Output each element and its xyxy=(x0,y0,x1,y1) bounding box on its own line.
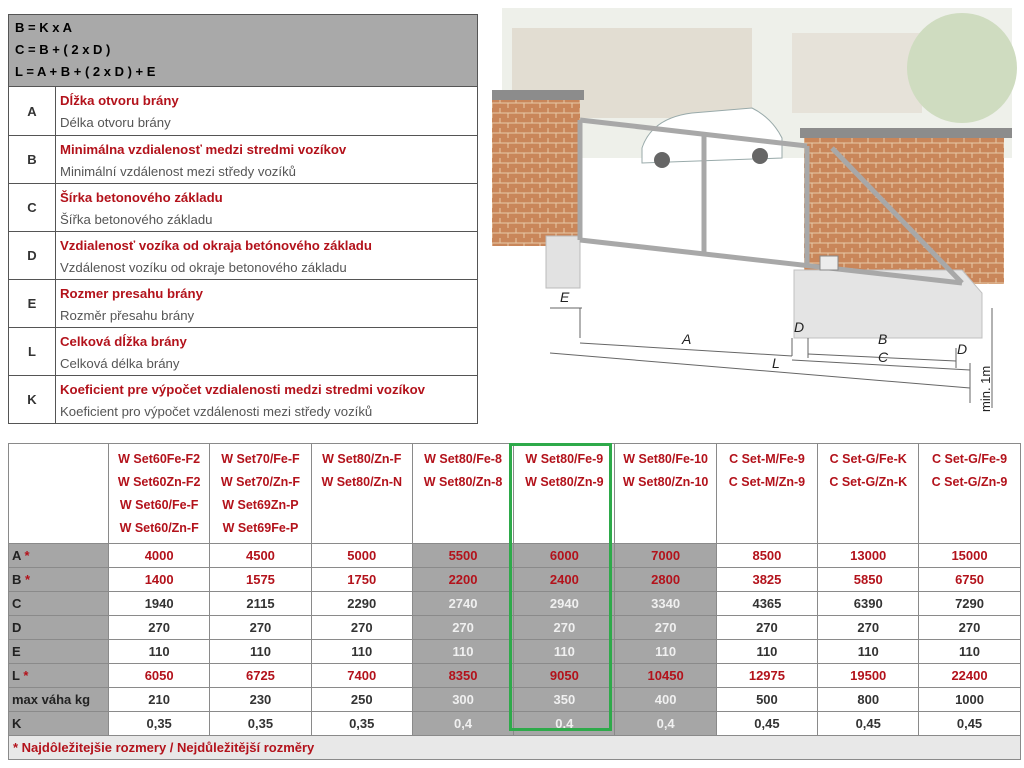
table-row xyxy=(9,568,1021,592)
row-star: * xyxy=(20,548,30,563)
table-row xyxy=(9,640,1021,664)
legend-letter: E xyxy=(9,280,56,327)
model-name: W Set80/Zn-9 xyxy=(525,475,604,489)
footnote-row xyxy=(9,736,1021,760)
legend-row-b xyxy=(9,135,477,183)
table-row xyxy=(9,592,1021,616)
legend-row-e xyxy=(9,279,477,327)
table-cell: 270 xyxy=(716,616,817,640)
table-cell: 350 xyxy=(514,688,615,712)
row-star: * xyxy=(19,668,29,683)
model-name: C Set-G/Fe-K xyxy=(829,452,907,466)
table-cell: 210 xyxy=(109,688,210,712)
table-cell: 3340 xyxy=(615,592,716,616)
legend-letter: K xyxy=(9,376,56,423)
legend-text-sk: Dĺžka otvoru brány xyxy=(60,93,179,108)
column-header xyxy=(412,444,513,544)
model-name: W Set60/Fe-F xyxy=(119,498,199,512)
table-cell: 2940 xyxy=(514,592,615,616)
table-cell: 15000 xyxy=(919,544,1020,568)
model-name: C Set-G/Zn-9 xyxy=(931,475,1008,489)
table-cell: 6000 xyxy=(514,544,615,568)
table-cell: 5500 xyxy=(412,544,513,568)
label-d-left: D xyxy=(794,319,805,335)
table-cell: 2400 xyxy=(514,568,615,592)
label-b: B xyxy=(878,331,888,347)
legend-texts xyxy=(56,280,477,327)
column-header xyxy=(109,444,210,544)
row-label xyxy=(9,640,109,664)
column-header xyxy=(716,444,817,544)
column-header xyxy=(514,444,615,544)
table-cell: 110 xyxy=(109,640,210,664)
table-row xyxy=(9,616,1021,640)
table-cell: 5850 xyxy=(818,568,919,592)
row-label xyxy=(9,568,109,592)
legend-texts xyxy=(56,136,477,183)
table-cell: 250 xyxy=(311,688,412,712)
model-name: C Set-G/Fe-9 xyxy=(932,452,1008,466)
footnote: * Najdôležitejšie rozmery / Nejdůležitější rozměry xyxy=(9,736,1021,760)
label-c: C xyxy=(878,349,889,365)
table-cell: 1000 xyxy=(919,688,1020,712)
row-label-text: K xyxy=(12,716,22,731)
dimension-legend xyxy=(8,14,478,424)
legend-texts xyxy=(56,87,477,135)
row-label-text: B xyxy=(12,572,22,587)
legend-text-cz: Šířka betonového základu xyxy=(60,212,213,227)
table-cell: 110 xyxy=(514,640,615,664)
model-name: C Set-G/Zn-K xyxy=(829,475,908,489)
label-a: A xyxy=(682,331,692,347)
legend-text-sk: Rozmer presahu brány xyxy=(60,286,203,301)
table-cell: 230 xyxy=(210,688,311,712)
row-label xyxy=(9,592,109,616)
row-label xyxy=(9,616,109,640)
model-name: W Set80/Zn-F xyxy=(322,452,402,466)
model-name: W Set80/Fe-10 xyxy=(623,452,709,466)
legend-text-sk: Šírka betonového základu xyxy=(60,190,223,205)
row-label xyxy=(9,688,109,712)
table-cell: 400 xyxy=(615,688,716,712)
table-row xyxy=(9,664,1021,688)
legend-texts xyxy=(56,232,477,279)
table-row xyxy=(9,544,1021,568)
label-min-height: min. 1m xyxy=(978,365,993,412)
label-l: L xyxy=(772,355,780,371)
row-label-text: E xyxy=(12,644,21,659)
legend-row-a xyxy=(9,87,477,135)
table-cell: 110 xyxy=(615,640,716,664)
table-cell: 8500 xyxy=(716,544,817,568)
legend-letter: L xyxy=(9,328,56,375)
row-star: * xyxy=(21,572,31,587)
table-cell: 270 xyxy=(514,616,615,640)
table-cell: 110 xyxy=(919,640,1020,664)
model-name: W Set80/Fe-8 xyxy=(424,452,502,466)
row-label-text: L xyxy=(12,668,20,683)
table-cell: 110 xyxy=(210,640,311,664)
legend-row-k xyxy=(9,375,477,423)
table-cell: 2740 xyxy=(412,592,513,616)
legend-text-cz: Celková délka brány xyxy=(60,356,180,371)
table-cell: 22400 xyxy=(919,664,1020,688)
model-name: W Set70/Fe-F xyxy=(221,452,300,466)
table-cell: 270 xyxy=(412,616,513,640)
column-header xyxy=(818,444,919,544)
table-cell: 10450 xyxy=(615,664,716,688)
legend-text-sk: Celková dĺžka brány xyxy=(60,334,187,349)
row-label xyxy=(9,664,109,688)
table-cell: 4365 xyxy=(716,592,817,616)
table-cell: 270 xyxy=(615,616,716,640)
table-cell: 0,4 xyxy=(514,712,615,736)
table-cell: 270 xyxy=(818,616,919,640)
row-label-text: D xyxy=(12,620,22,635)
legend-letter: C xyxy=(9,184,56,231)
table-cell: 4000 xyxy=(109,544,210,568)
table-cell: 5000 xyxy=(311,544,412,568)
legend-texts xyxy=(56,376,477,423)
trolley xyxy=(820,256,838,270)
model-name: W Set69Zn-P xyxy=(222,498,299,512)
column-header xyxy=(919,444,1020,544)
row-label xyxy=(9,712,109,736)
tree xyxy=(907,13,1017,123)
table-cell: 2290 xyxy=(311,592,412,616)
legend-letter: D xyxy=(9,232,56,279)
table-row xyxy=(9,712,1021,736)
model-name: W Set69Fe-P xyxy=(222,521,299,535)
table-cell: 0,4 xyxy=(412,712,513,736)
table-cell: 270 xyxy=(109,616,210,640)
table-cell: 1940 xyxy=(109,592,210,616)
table-cell: 300 xyxy=(412,688,513,712)
model-name: W Set60Zn-F2 xyxy=(117,475,201,489)
legend-text-cz: Délka otvoru brány xyxy=(60,115,171,130)
table-cell: 110 xyxy=(412,640,513,664)
legend-text-sk: Minimálna vzdialenosť medzi stredmi vozíkov xyxy=(60,142,347,157)
model-name: W Set80/Zn-10 xyxy=(622,475,709,489)
legend-text-sk: Vzdialenosť vozíka od okraja betónového základu xyxy=(60,238,372,253)
label-d-right: D xyxy=(957,341,968,357)
legend-text-cz: Vzdálenost vozíku od okraje betonového základu xyxy=(60,260,347,275)
column-header xyxy=(311,444,412,544)
legend-row-c xyxy=(9,183,477,231)
gate-illustration xyxy=(492,8,1020,420)
table-cell: 270 xyxy=(311,616,412,640)
column-header xyxy=(615,444,716,544)
table-cell: 7400 xyxy=(311,664,412,688)
legend-texts xyxy=(56,328,477,375)
table-cell: 800 xyxy=(818,688,919,712)
table-header-row xyxy=(9,444,1021,544)
row-label-text: A xyxy=(12,548,21,563)
table-cell: 0,45 xyxy=(818,712,919,736)
header-corner xyxy=(9,444,109,544)
table-cell: 6750 xyxy=(919,568,1020,592)
table-cell: 9050 xyxy=(514,664,615,688)
table-cell: 110 xyxy=(818,640,919,664)
table-cell: 7290 xyxy=(919,592,1020,616)
table-cell: 4500 xyxy=(210,544,311,568)
table-cell: 270 xyxy=(919,616,1020,640)
table-row xyxy=(9,688,1021,712)
formula-c: C = B + ( 2 x D ) xyxy=(15,42,111,57)
model-name: W Set80/Zn-N xyxy=(321,475,403,489)
column-header xyxy=(210,444,311,544)
table-cell: 0,35 xyxy=(210,712,311,736)
table-cell: 3825 xyxy=(716,568,817,592)
table-cell: 8350 xyxy=(412,664,513,688)
formula-b: B = K x A xyxy=(15,20,72,35)
table-cell: 19500 xyxy=(818,664,919,688)
table-cell: 12975 xyxy=(716,664,817,688)
table-cell: 0,35 xyxy=(311,712,412,736)
table-cell: 1750 xyxy=(311,568,412,592)
legend-row-d xyxy=(9,231,477,279)
table-cell: 13000 xyxy=(818,544,919,568)
table-cell: 1575 xyxy=(210,568,311,592)
legend-text-cz: Koeficient pro výpočet vzdálenosti mezi středy vozíků xyxy=(60,404,373,419)
table-cell: 2115 xyxy=(210,592,311,616)
table-cell: 500 xyxy=(716,688,817,712)
legend-text-cz: Minimální vzdálenost mezi středy vozíků xyxy=(60,164,296,179)
model-name: W Set60/Zn-F xyxy=(119,521,199,535)
legend-row-l xyxy=(9,327,477,375)
legend-text-sk: Koeficient pre výpočet vzdialenosti medzi stredmi vozíkov xyxy=(60,382,425,397)
legend-letter: A xyxy=(9,87,56,135)
table-cell: 0,45 xyxy=(919,712,1020,736)
model-name: C Set-M/Zn-9 xyxy=(728,475,806,489)
legend-letter: B xyxy=(9,136,56,183)
label-e: E xyxy=(560,289,570,305)
model-name: W Set80/Fe-9 xyxy=(525,452,604,466)
table-cell: 110 xyxy=(716,640,817,664)
row-label xyxy=(9,544,109,568)
formula-block xyxy=(9,15,477,87)
model-name: W Set70/Zn-F xyxy=(220,475,301,489)
table-cell: 0,4 xyxy=(615,712,716,736)
table-cell: 6725 xyxy=(210,664,311,688)
table-cell: 270 xyxy=(210,616,311,640)
formula-l: L = A + B + ( 2 x D ) + E xyxy=(15,64,156,79)
table-cell: 6050 xyxy=(109,664,210,688)
model-name: C Set-M/Fe-9 xyxy=(729,452,805,466)
table-cell: 7000 xyxy=(615,544,716,568)
table-cell: 0,45 xyxy=(716,712,817,736)
row-label-text: C xyxy=(12,596,22,611)
dimensions-table xyxy=(8,443,1021,760)
table-cell: 0,35 xyxy=(109,712,210,736)
left-wall xyxy=(492,96,580,246)
table-cell: 2800 xyxy=(615,568,716,592)
table-cell: 1400 xyxy=(109,568,210,592)
left-post-base xyxy=(546,236,580,288)
table-cell: 2200 xyxy=(412,568,513,592)
model-name: W Set80/Zn-8 xyxy=(423,475,503,489)
legend-texts xyxy=(56,184,477,231)
row-label-text: max váha kg xyxy=(12,692,91,707)
legend-text-cz: Rozměr přesahu brány xyxy=(60,308,195,323)
model-name: W Set60Fe-F2 xyxy=(118,452,201,466)
table-cell: 110 xyxy=(311,640,412,664)
table-cell: 6390 xyxy=(818,592,919,616)
